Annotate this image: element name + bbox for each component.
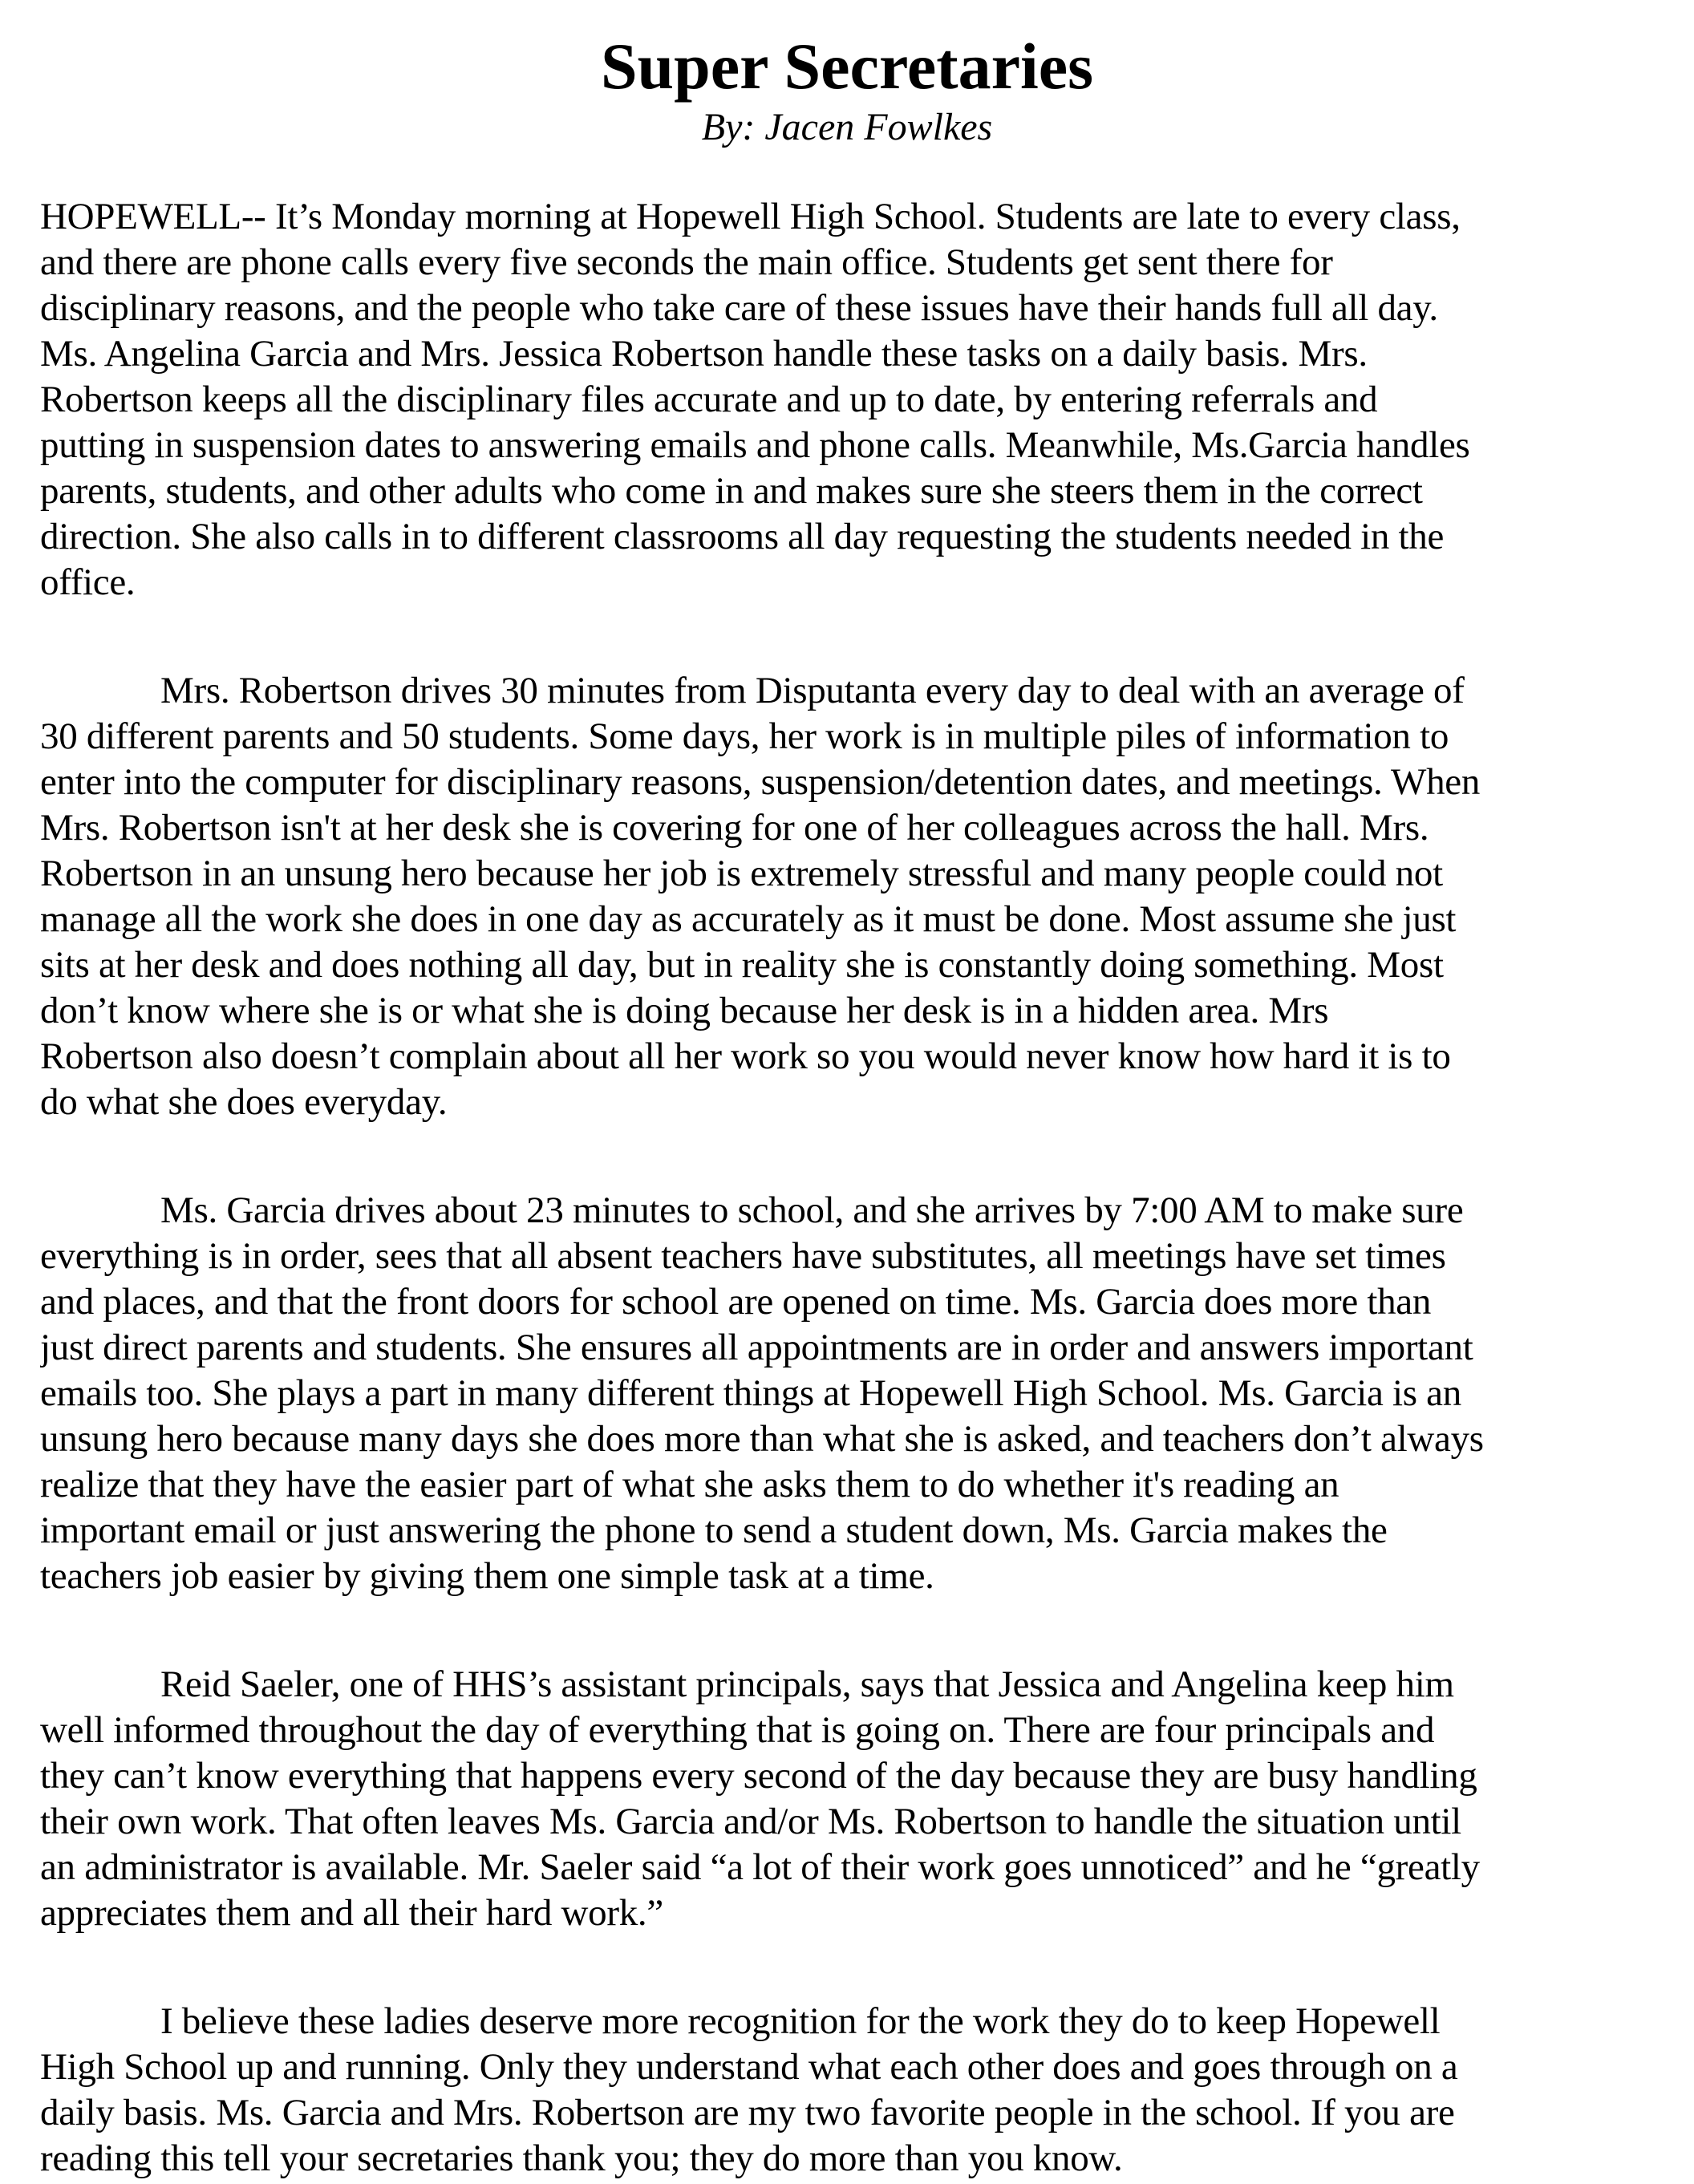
text-line: an administrator is available. Mr. Saeler said “a lot of their work goes unnoticed” and he “greatly	[40, 1846, 1480, 1888]
text-line: Robertson also doesn’t complain about all her work so you would never know how hard it is to	[40, 1035, 1451, 1077]
text-line: Reid Saeler, one of HHS’s assistant principals, says that Jessica and Angelina keep him	[160, 1663, 1454, 1705]
text-line: Ms. Garcia drives about 23 minutes to school, and she arrives by 7:00 AM to make sure	[160, 1189, 1464, 1231]
text-line: 30 different parents and 50 students. Some days, her work is in multiple piles of information to	[40, 715, 1449, 757]
article-byline: By: Jacen Fowlkes	[701, 106, 993, 148]
text-line: Mrs. Robertson isn't at her desk she is covering for one of her colleagues across the hall. Mrs.	[40, 807, 1429, 849]
text-line: parents, students, and other adults who come in and makes sure she steers them in the correct	[40, 470, 1423, 512]
text-line: everything is in order, sees that all absent teachers have substitutes, all meetings have set times	[40, 1235, 1446, 1277]
paragraph-1	[40, 194, 1678, 606]
paragraph-3	[40, 1188, 1678, 1599]
text-line: don’t know where she is or what she is doing because her desk is in a hidden area. Mrs	[40, 990, 1329, 1031]
text-line: High School up and running. Only they understand what each other does and goes through on a	[40, 2046, 1458, 2088]
text-line: teachers job easier by giving them one simple task at a time.	[40, 1555, 934, 1597]
text-line: appreciates them and all their hard work.”	[40, 1892, 663, 1934]
paragraph-5	[40, 1999, 1678, 2182]
text-line: Robertson keeps all the disciplinary files accurate and up to date, by entering referrals and	[40, 379, 1378, 420]
text-line: unsung hero because many days she does more than what she is asked, and teachers don’t always	[40, 1418, 1484, 1460]
text-line: and places, and that the front doors for school are opened on time. Ms. Garcia does more than	[40, 1281, 1432, 1323]
text-line: HOPEWELL-- It’s Monday morning at Hopewell High School. Students are late to every class,	[40, 196, 1461, 237]
paragraph-4	[40, 1662, 1678, 1936]
text-line: emails too. She plays a part in many different things at Hopewell High School. Ms. Garcia is an	[40, 1372, 1461, 1414]
text-line: sits at her desk and does nothing all day, but in reality she is constantly doing something. Most	[40, 944, 1444, 986]
text-line: they can’t know everything that happens every second of the day because they are busy handling	[40, 1755, 1477, 1797]
text-line: I believe these ladies deserve more recognition for the work they do to keep Hopewell	[160, 2000, 1441, 2042]
text-line: Mrs. Robertson drives 30 minutes from Disputanta every day to deal with an average of	[160, 670, 1465, 711]
paragraph-2	[40, 668, 1678, 1125]
text-line: daily basis. Ms. Garcia and Mrs. Robertson are my two favorite people in the school. If you are	[40, 2092, 1455, 2133]
text-line: Ms. Angelina Garcia and Mrs. Jessica Robertson handle these tasks on a daily basis. Mrs.	[40, 333, 1368, 375]
text-line: important email or just answering the phone to send a student down, Ms. Garcia makes the	[40, 1509, 1388, 1551]
text-line: putting in suspension dates to answering emails and phone calls. Meanwhile, Ms.Garcia handles	[40, 424, 1470, 466]
text-line: enter into the computer for disciplinary reasons, suspension/detention dates, and meetings. When	[40, 761, 1481, 803]
text-line: do what she does everyday.	[40, 1081, 448, 1123]
text-line: realize that they have the easier part of what she asks them to do whether it's reading an	[40, 1464, 1339, 1505]
text-line: and there are phone calls every five seconds the main office. Students get sent there for	[40, 241, 1333, 283]
text-line: office.	[40, 561, 136, 603]
text-line: Robertson in an unsung hero because her job is extremely stressful and many people could not	[40, 853, 1443, 894]
text-line: their own work. That often leaves Ms. Garcia and/or Ms. Robertson to handle the situation until	[40, 1801, 1461, 1842]
article-body	[0, 150, 1694, 2182]
text-line: direction. She also calls in to different classrooms all day requesting the students needed in the	[40, 516, 1445, 557]
article-title: Super Secretaries	[600, 30, 1094, 103]
text-line: manage all the work she does in one day as accurately as it must be done. Most assume she just	[40, 898, 1457, 940]
text-line: just direct parents and students. She ensures all appointments are in order and answers important	[40, 1327, 1473, 1368]
text-line: disciplinary reasons, and the people who take care of these issues have their hands full all day.	[40, 287, 1438, 329]
text-line: well informed throughout the day of everything that is going on. There are four principals and	[40, 1709, 1435, 1751]
text-line: reading this tell your secretaries thank you; they do more than you know.	[40, 2137, 1123, 2179]
